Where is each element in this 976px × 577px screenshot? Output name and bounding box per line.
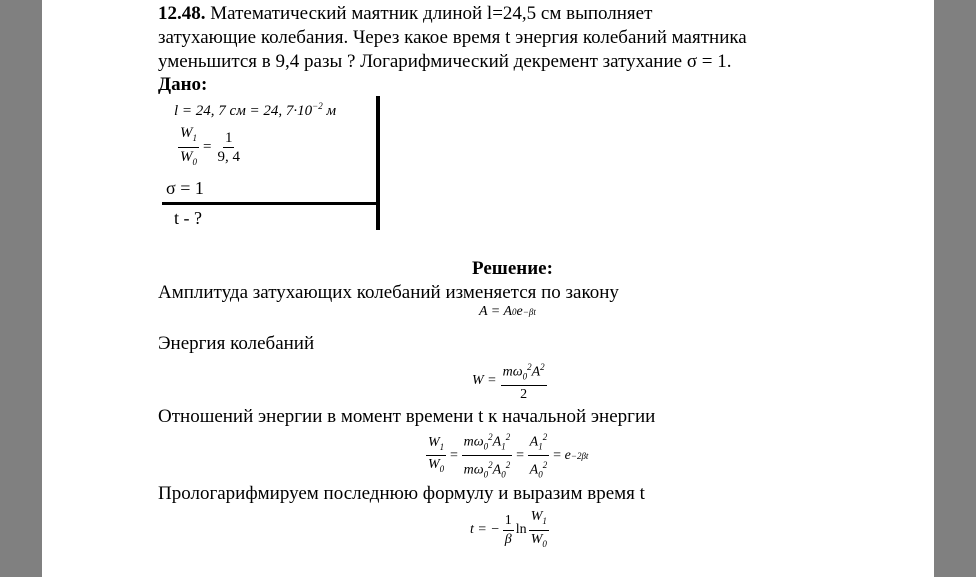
ratio-eq: = [203,139,212,155]
given-label: Дано: [158,74,208,95]
formula-ratio: $\frac{W_1}{W_0}$ = $\frac{m\omega_0^2A_1^2}{m\omega_0^2A_0^2}$ = $\frac{A_1^2}{A_0^2}$ = e −2βt [426,428,588,484]
formula1-text: A = A [479,304,513,319]
formula4-frac-num: 1 [503,512,514,531]
solution-text-2: Энергия колебаний [158,333,315,354]
solution-text-1: Амплитуда затухающих колебаний изменяется по закону [158,282,619,303]
given-length-unit: м [326,103,337,119]
given-length-exp: −2 [312,101,323,111]
ratio-den: W [180,149,193,165]
ratio-val-num: 1 [224,130,233,146]
formula2-num: mω [502,364,523,380]
given-vertical-line [376,96,380,230]
formula2-lhs: W = [472,373,497,389]
problem-line-2: затухающие колебания. Через какое время t энергия колебаний маятника [158,27,747,48]
formula1-e: e [516,304,523,319]
formula-time: t = − $\frac{1}{\beta}$ ln $\frac{W_1}{W_0}$ [470,509,547,549]
formula2-num2: A [531,364,541,380]
formula4-ln: ln [515,522,527,538]
problem-text-1: Математический маятник длиной l=24,5 см выполняет [210,3,653,24]
given-sigma: σ = 1 [166,178,204,198]
document-page [42,0,934,577]
formula1-exp: −βt [522,307,536,317]
given-length-text: l = 24, 7 см = 24, 7·10 [174,103,313,119]
solution-text-4: Прологарифмируем последнюю формулу и выразим время t [158,483,645,504]
formula-energy: W = $\frac{m\omega_0^2A^2}{2}$ [472,358,547,404]
formula1-sub: 0 [512,307,517,317]
formula2-den: 2 [520,387,528,403]
ratio-den-sub: 0 [192,157,197,167]
given-ratio [178,124,242,171]
problem-number: 12.48. [158,3,206,24]
problem-line-1 [158,2,652,26]
given-length [174,101,336,120]
formula4-frac-den: β [504,531,512,547]
formula-amplitude [479,304,536,320]
formula3-exp: −2βt [570,450,589,461]
given-separator [162,202,378,205]
problem-line-3: уменьшится в 9,4 разы ? Логарифмический декремент затухание σ = 1. [158,51,732,72]
ratio-num-sub: 1 [192,133,197,143]
given-find: t - ? [174,208,202,228]
solution-text-3: Отношений энергии в момент времени t к начальной энергии [158,406,656,427]
ratio-num: W [180,125,193,141]
solution-heading: Решение: [472,258,553,279]
ratio-val-den: 9, 4 [217,149,240,165]
formula4-lhs: t = − [470,522,500,538]
